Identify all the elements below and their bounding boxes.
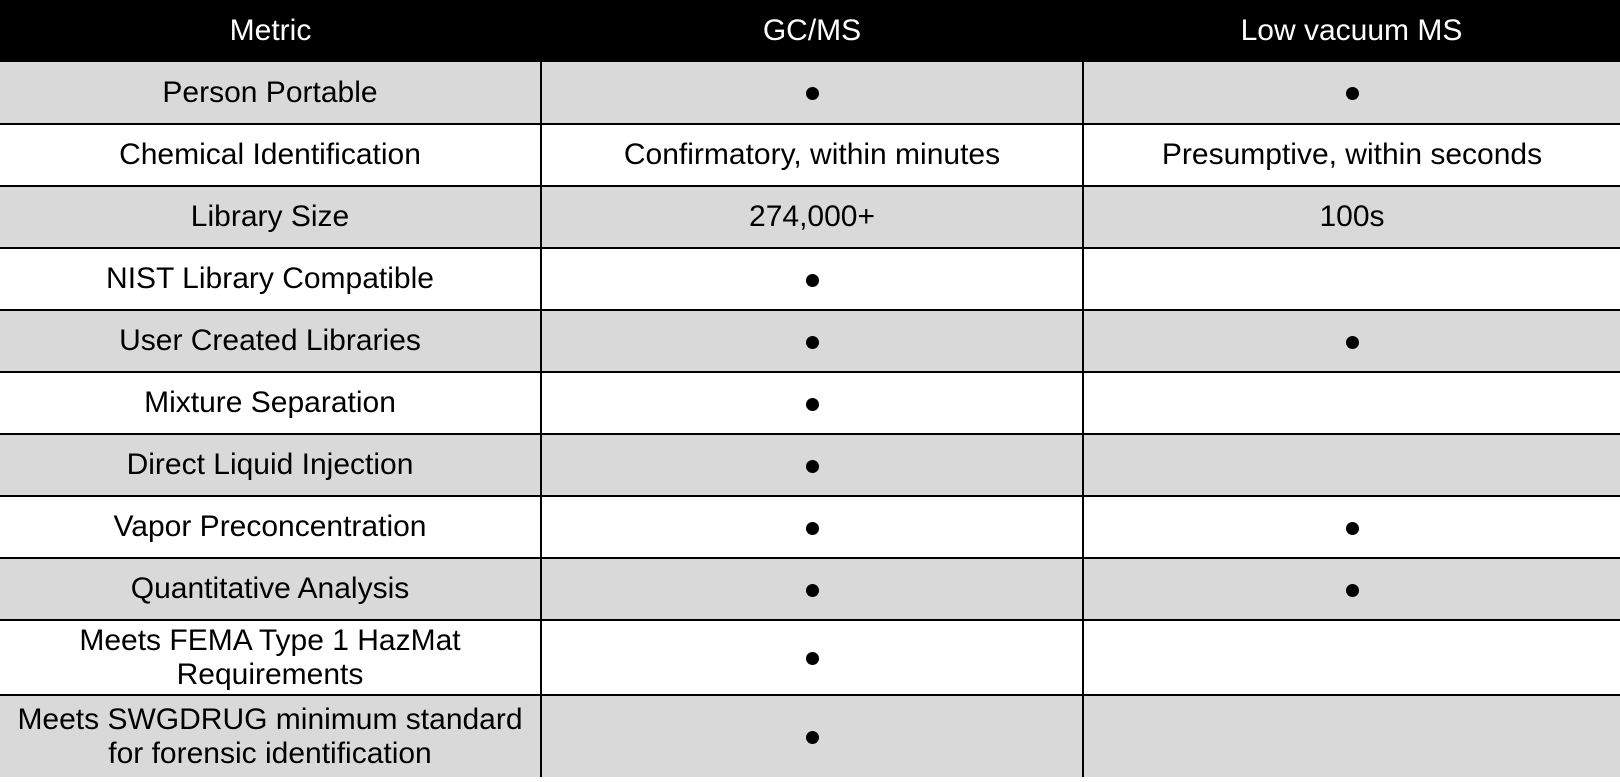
metric-cell: Meets SWGDRUG minimum standard for forensic identification (0, 695, 541, 777)
metric-cell: Meets FEMA Type 1 HazMat Requirements (0, 620, 541, 695)
header-metric: Metric (0, 0, 541, 62)
low-vacuum-ms-cell (1083, 248, 1620, 310)
low-vacuum-ms-cell (1083, 372, 1620, 434)
low-vacuum-ms-cell (1083, 620, 1620, 695)
table-row (0, 248, 1620, 310)
low-vacuum-ms-cell (1083, 695, 1620, 777)
metric-cell: Library Size (0, 186, 541, 248)
low-vacuum-ms-cell (1083, 62, 1620, 124)
metric-cell: Direct Liquid Injection (0, 434, 541, 496)
header-low-vacuum-ms: Low vacuum MS (1083, 0, 1620, 62)
metric-cell: NIST Library Compatible (0, 248, 541, 310)
bullet-dot-icon (806, 584, 819, 597)
metric-cell: Mixture Separation (0, 372, 541, 434)
gcms-cell: Confirmatory, within minutes (541, 124, 1083, 186)
metric-cell: Person Portable (0, 62, 541, 124)
table-body (0, 62, 1620, 777)
metric-cell: Chemical Identification (0, 124, 541, 186)
bullet-dot-icon (806, 336, 819, 349)
gcms-cell (541, 496, 1083, 558)
bullet-dot-icon (806, 87, 819, 100)
low-vacuum-ms-cell: Presumptive, within seconds (1083, 124, 1620, 186)
table-row (0, 62, 1620, 124)
table-row (0, 558, 1620, 620)
table-row (0, 434, 1620, 496)
gcms-cell (541, 248, 1083, 310)
gcms-cell (541, 62, 1083, 124)
bullet-dot-icon (806, 460, 819, 473)
table-row (0, 124, 1620, 186)
low-vacuum-ms-cell (1083, 434, 1620, 496)
low-vacuum-ms-cell (1083, 310, 1620, 372)
gcms-cell: 274,000+ (541, 186, 1083, 248)
header-row (0, 0, 1620, 62)
gcms-cell (541, 434, 1083, 496)
table-row (0, 186, 1620, 248)
gcms-cell (541, 558, 1083, 620)
table-row (0, 496, 1620, 558)
bullet-dot-icon (806, 274, 819, 287)
bullet-dot-icon (806, 398, 819, 411)
gcms-cell (541, 620, 1083, 695)
metric-cell: Quantitative Analysis (0, 558, 541, 620)
table-row (0, 620, 1620, 695)
header-gcms: GC/MS (541, 0, 1083, 62)
metric-cell: User Created Libraries (0, 310, 541, 372)
table-row (0, 310, 1620, 372)
table-row (0, 372, 1620, 434)
gcms-cell (541, 372, 1083, 434)
gcms-cell (541, 695, 1083, 777)
low-vacuum-ms-cell (1083, 496, 1620, 558)
bullet-dot-icon (1346, 522, 1359, 535)
bullet-dot-icon (1346, 584, 1359, 597)
gcms-cell (541, 310, 1083, 372)
bullet-dot-icon (806, 522, 819, 535)
low-vacuum-ms-cell: 100s (1083, 186, 1620, 248)
bullet-dot-icon (806, 731, 819, 744)
bullet-dot-icon (806, 652, 819, 665)
table-row (0, 695, 1620, 777)
metric-cell: Vapor Preconcentration (0, 496, 541, 558)
bullet-dot-icon (1346, 87, 1359, 100)
bullet-dot-icon (1346, 336, 1359, 349)
low-vacuum-ms-cell (1083, 558, 1620, 620)
